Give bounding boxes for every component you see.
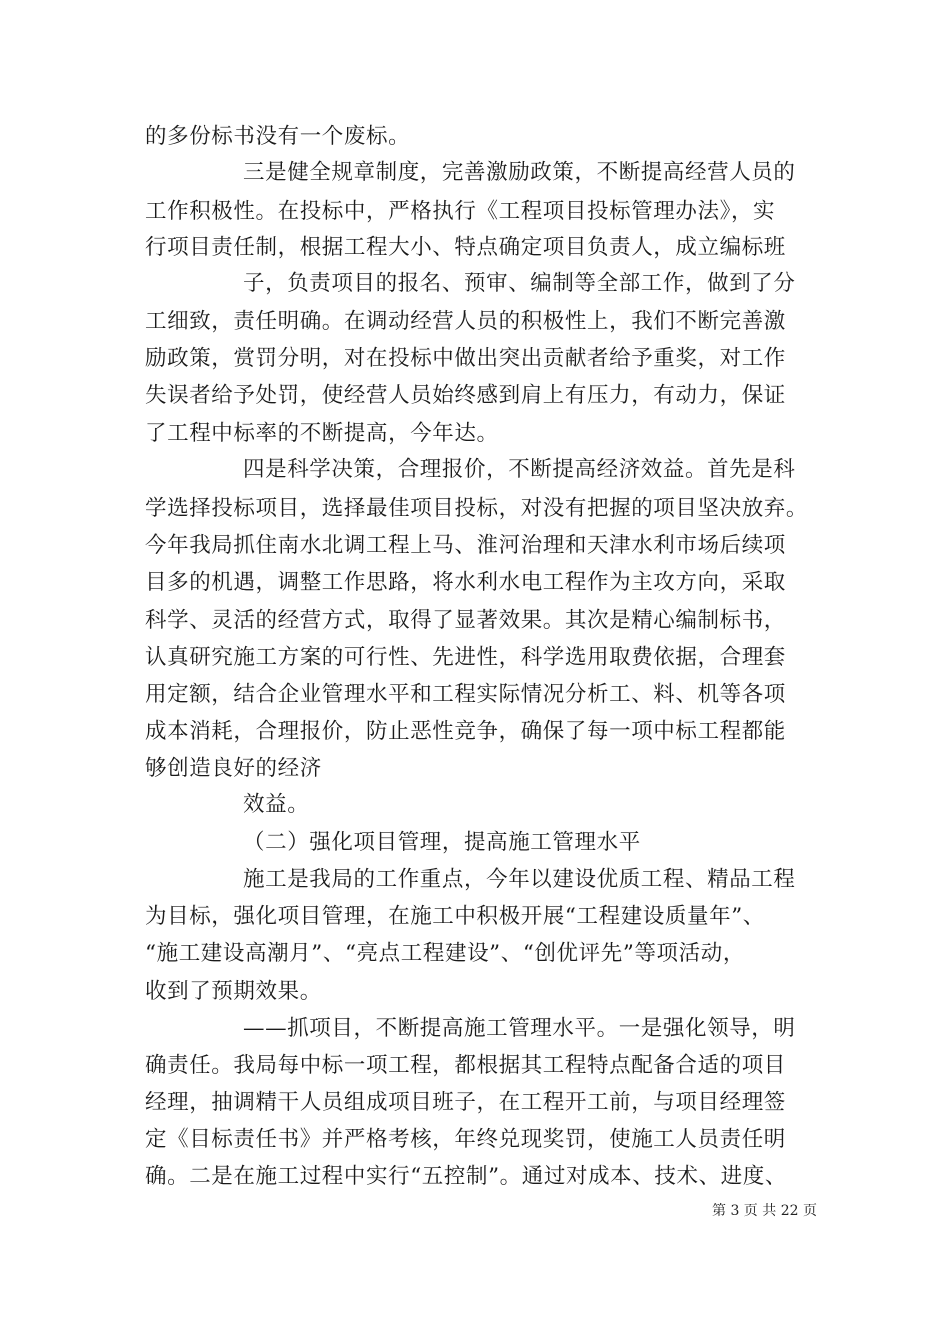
text-line: 成本消耗，合理报价，防止恶性竞争，确保了每一项中标工程都能 <box>145 719 786 744</box>
text-line: 励政策，赏罚分明，对在投标中做出突出贡献者给予重奖，对工作 <box>145 346 786 371</box>
text-line: 行项目责任制，根据工程大小、特点确定项目负责人，成立编标班 <box>145 235 786 260</box>
text-line: 认真研究施工方案的可行性、先进性，科学选用取费依据，合理套 <box>145 645 786 670</box>
text-line: 学选择投标项目，选择最佳项目投标，对没有把握的项目坚决放弃。 <box>145 496 809 521</box>
text-line: 的多份标书没有一个废标。 <box>145 124 411 149</box>
text-line: 定《目标责任书》并严格考核，年终兑现奖罚，使施工人员责任明 <box>145 1127 786 1152</box>
text-line: ——抓项目，不断提高施工管理水平。一是强化领导，明 <box>243 1016 796 1041</box>
text-line: 用定额，结合企业管理水平和工程实际情况分析工、料、机等各项 <box>145 682 786 707</box>
text-line: 确责任。我局每中标一项工程，都根据其工程特点配备合适的项目 <box>145 1053 786 1078</box>
text-line: 科学、灵活的经营方式，取得了显著效果。其次是精心编制标书， <box>145 608 786 633</box>
text-line: 今年我局抓住南水北调工程上马、淮河治理和天津水利市场后续项 <box>145 533 786 558</box>
text-line: 经理，抽调精干人员组成项目班子，在工程开工前，与项目经理签 <box>145 1090 786 1115</box>
text-line: 够创造良好的经济 <box>145 756 322 781</box>
text-line: 工作积极性。在投标中，严格执行《工程项目投标管理办法》，实 <box>145 199 776 224</box>
text-line: 效益。 <box>243 792 310 817</box>
text-line: 收到了预期效果。 <box>145 979 322 1004</box>
text-line: 为目标，强化项目管理，在施工中积极开展“工程建设质量年”、 <box>145 904 765 929</box>
text-line: 工细致，责任明确。在调动经营人员的积极性上，我们不断完善激 <box>145 309 786 334</box>
text-line: 了工程中标率的不断提高，今年达。 <box>145 421 499 446</box>
text-line: 确。二是在施工过程中实行“五控制”。通过对成本、技术、进度、 <box>145 1164 787 1189</box>
text-line: 子，负责项目的报名、预审、编制等全部工作，做到了分 <box>243 271 796 296</box>
text-line: 失误者给予处罚，使经营人员始终感到肩上有压力，有动力，保证 <box>145 383 786 408</box>
text-line: 施工是我局的工作重点，今年以建设优质工程、精品工程 <box>243 867 796 892</box>
text-line: 三是健全规章制度，完善激励政策，不断提高经营人员的 <box>243 160 796 185</box>
page-number-footer: 第 3 页 共 22 页 <box>712 1203 817 1219</box>
section-heading: （二）强化项目管理，提高施工管理水平 <box>243 830 641 855</box>
text-line: 目多的机遇，调整工作思路，将水利水电工程作为主攻方向，采取 <box>145 570 786 595</box>
text-line: 四是科学决策，合理报价，不断提高经济效益。首先是科 <box>243 457 796 482</box>
text-line: “施工建设高潮月”、“亮点工程建设”、“创优评先”等项活动， <box>145 941 745 966</box>
